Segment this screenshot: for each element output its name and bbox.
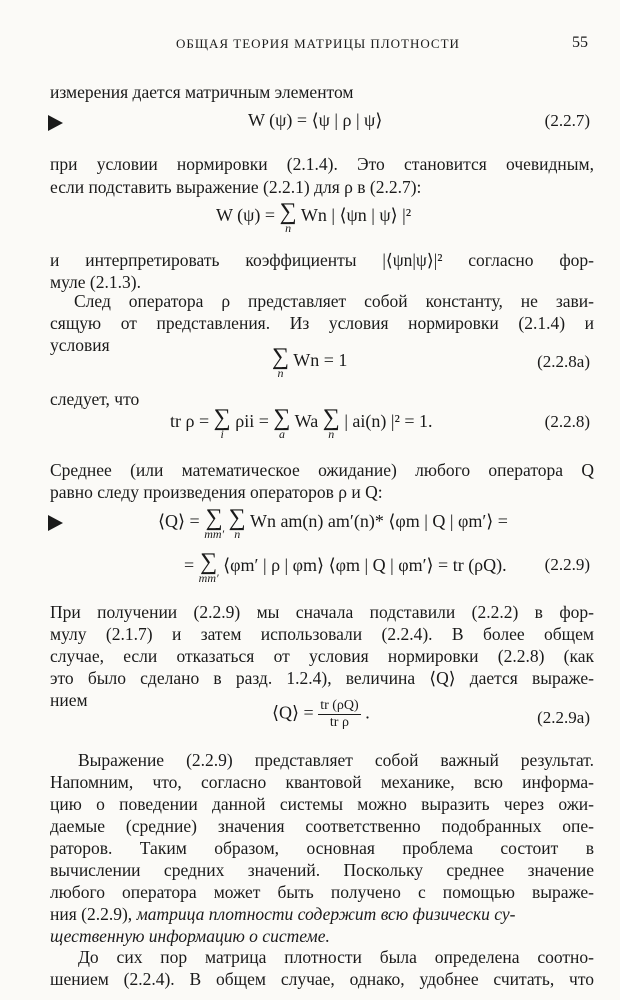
text-line: Напомним, что, согласно квантовой механике, всю информа- xyxy=(50,772,594,792)
text-line: Среднее (или математическое ожидание) любого оператора Q xyxy=(50,460,594,480)
text-line: условия xyxy=(50,335,110,355)
important-marker-icon xyxy=(48,115,63,131)
text-line: если подставить выражение (2.2.1) для ρ в (2.2.7): xyxy=(50,177,422,197)
eq-part: ⟨φm′ | ρ | φm⟩ ⟨φm | Q | φm′⟩ = tr (ρQ). xyxy=(218,555,507,576)
fraction-denominator: tr ρ xyxy=(329,715,349,730)
text-line: случае, если отказаться от условия нормировки (2.2.8) (как xyxy=(50,646,594,666)
italic-text-segment: матрица плотности содержит всю физически су- xyxy=(136,904,516,924)
equation-label: (2.2.8) xyxy=(544,412,590,431)
sum-index: a xyxy=(278,427,285,441)
sum-symbol: ∑ n xyxy=(322,405,340,441)
sum-index: n xyxy=(234,527,241,541)
text-line: сящую от представления. Из условия нормировки (2.1.4) и xyxy=(50,313,594,333)
sum-symbol: ∑ a xyxy=(273,405,291,441)
text-line xyxy=(50,902,594,926)
sum-index: i xyxy=(220,427,224,441)
text-line: это было сделано в разд. 1.2.4), величина ⟨Q⟩ дается выраже- xyxy=(50,668,594,688)
sum-index: n xyxy=(277,366,284,380)
running-title: ОБЩАЯ ТЕОРИЯ МАТРИЦЫ ПЛОТНОСТИ xyxy=(176,36,460,51)
sum-symbol: ∑ mm′ xyxy=(204,505,225,541)
sum-index: mm′ xyxy=(198,571,219,585)
eq-part: Wa xyxy=(290,411,323,432)
page-number: 55 xyxy=(572,34,588,51)
eq-part: Wn = 1 xyxy=(289,350,348,371)
text-line: вычислении средних значений. Поскольку среднее значение xyxy=(50,860,594,880)
text-line: даемые (средние) значения соответственно подобранных опе- xyxy=(50,816,594,836)
sum-symbol: ∑ n xyxy=(272,344,290,380)
text-line: При получении (2.2.9) мы сначала подставили (2.2.2) в фор- xyxy=(50,602,594,622)
sum-index: mm′ xyxy=(204,527,225,541)
text-line: измерения дается матричным элементом xyxy=(50,82,354,102)
equation-label: (2.2.9a) xyxy=(537,708,590,727)
text-line: муле (2.1.3). xyxy=(50,272,141,292)
text-line: и интерпретировать коэффициенты |⟨ψn|ψ⟩|² согласно фор- xyxy=(50,250,594,270)
text-segment: ния (2.2.9), xyxy=(50,904,133,924)
text-line: равно следу произведения операторов ρ и Q: xyxy=(50,482,383,502)
equation-2-2-9-line2 xyxy=(184,550,507,584)
italic-text-line: щественную информацию о системе. xyxy=(50,926,330,946)
text-line: нием xyxy=(50,690,88,710)
text-line: До сих пор матрица плотности была определена соотно- xyxy=(78,947,594,967)
fraction xyxy=(318,698,360,731)
text-line: Выражение (2.2.9) представляет собой важный результат. xyxy=(78,750,594,770)
sum-symbol: ∑ i xyxy=(213,405,231,441)
eq-part: W (ψ) = xyxy=(216,205,280,226)
equation-2-2-9a xyxy=(272,698,370,731)
equation-2-2-8 xyxy=(170,406,433,440)
page-header xyxy=(0,36,620,56)
sum-symbol: ∑ mm′ xyxy=(198,549,219,585)
text-line: След оператора ρ представляет собой константу, не зави- xyxy=(74,291,594,311)
text-line: раторов. Таким образом, основная проблема состоит в xyxy=(50,838,594,858)
sum-index: n xyxy=(285,221,292,235)
eq-part: | ai(n) |² = 1. xyxy=(339,411,433,432)
equation-2-2-9-line1 xyxy=(158,506,508,540)
equation-label: (2.2.8a) xyxy=(537,352,590,371)
equation-2-2-8a xyxy=(272,345,347,379)
text-line: при условии нормировки (2.1.4). Это становится очевидным, xyxy=(50,154,594,174)
eq-part: ⟨Q⟩ = xyxy=(272,702,319,723)
text-line: мулу (2.1.7) и затем использовали (2.2.4). В более общем xyxy=(50,624,594,644)
eq-part: Wn am(n) am′(n)* ⟨φm | Q | φm′⟩ = xyxy=(245,511,508,532)
eq-part: tr ρ = xyxy=(170,411,214,432)
text-line: любого оператора может быть получено с помощью выраже- xyxy=(50,882,594,902)
eq-part: . xyxy=(360,702,370,723)
equation-w-psi xyxy=(216,200,411,234)
equation-2-2-7: W (ψ) = ⟨ψ | ρ | ψ⟩ xyxy=(248,110,383,130)
eq-part: = xyxy=(184,555,199,576)
important-marker-icon xyxy=(48,515,63,531)
equation-label: (2.2.9) xyxy=(544,555,590,574)
text-line: следует, что xyxy=(50,389,140,409)
sum-symbol: ∑ n xyxy=(279,199,297,235)
eq-part: Wn | ⟨ψn | ψ⟩ |² xyxy=(296,205,412,226)
eq-part: ⟨Q⟩ = xyxy=(158,511,205,532)
sum-index: n xyxy=(328,427,335,441)
sum-symbol: ∑ n xyxy=(228,505,246,541)
eq-part: ρii = xyxy=(230,411,274,432)
equation-label: (2.2.7) xyxy=(544,111,590,130)
fraction-numerator: tr (ρQ) xyxy=(320,698,359,713)
text-line: шением (2.2.4). В общем случае, однако, удобнее считать, что xyxy=(50,969,594,989)
text-line: цию о поведении данной системы можно выразить через ожи- xyxy=(50,794,594,814)
